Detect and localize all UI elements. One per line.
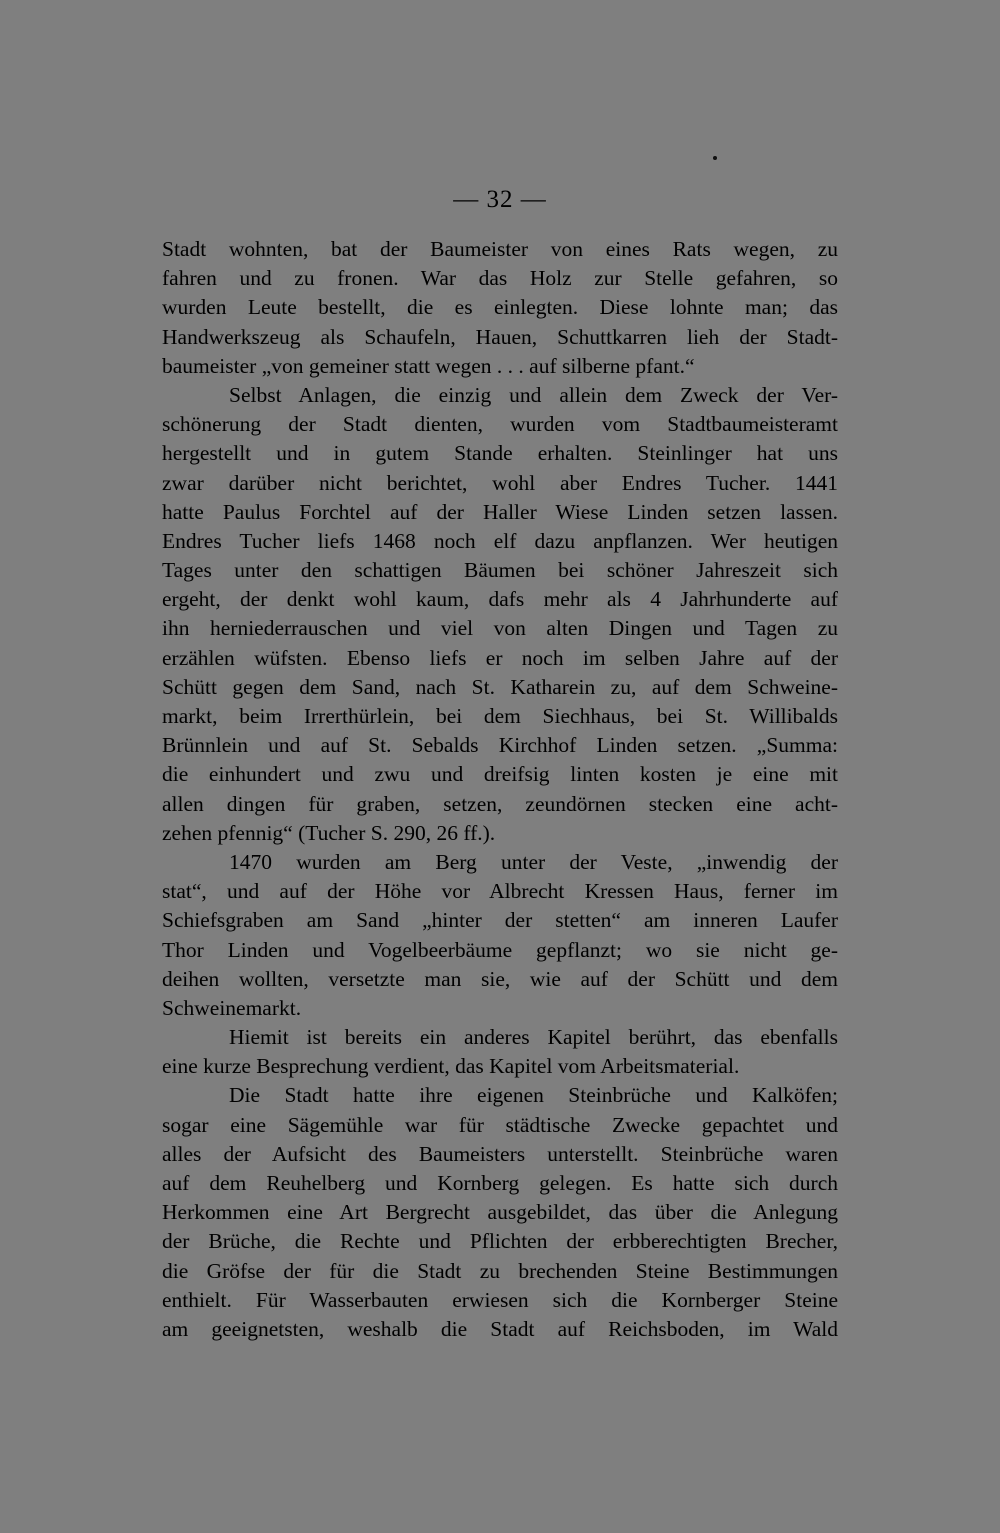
- text-line: Schweinemarkt.: [162, 995, 302, 1020]
- ink-speck: [713, 156, 717, 160]
- page-number: — 32 —: [453, 186, 547, 213]
- text-line: 1470 wurden am Berg unter der Veste, „inwendig der: [229, 849, 838, 874]
- text-line: deihen wollten, versetzte man sie, wie auf der Schütt und dem: [162, 966, 838, 991]
- text-line: sogar eine Sägemühle war für städtische Zwecke gepachtet und: [162, 1112, 838, 1137]
- text-line: zwar darüber nicht berichtet, wohl aber Endres Tucher. 1441: [162, 470, 838, 495]
- text-line: baumeister „von gemeiner statt wegen . . . auf silberne pfant.“: [162, 353, 695, 378]
- text-line: Schiefsgraben am Sand „hinter der stetten“ am inneren Laufer: [162, 908, 838, 933]
- text-line: Selbst Anlagen, die einzig und allein dem Zweck der Ver-: [229, 382, 838, 407]
- text-line: alles der Aufsicht des Baumeisters unterstellt. Steinbrüche waren: [162, 1141, 838, 1166]
- text-line: enthielt. Für Wasserbauten erwiesen sich die Kornberger Steine: [162, 1287, 838, 1312]
- text-line: am geeignetsten, weshalb die Stadt auf Reichsboden, im Wald: [162, 1316, 838, 1341]
- text-line: Herkommen eine Art Bergrecht ausgebildet, das über die Anlegung: [162, 1200, 838, 1225]
- text-line: wurden Leute bestellt, die es einlegten. Diese lohnte man; das: [162, 295, 838, 320]
- text-line: erzählen wüfsten. Ebenso liefs er noch im selben Jahre auf der: [162, 645, 838, 670]
- text-line: Brünnlein und auf St. Sebalds Kirchhof Linden setzen. „Summa:: [162, 733, 838, 758]
- text-line: hergestellt und in gutem Stande erhalten. Steinlinger hat uns: [162, 441, 838, 466]
- text-line: fahren und zu fronen. War das Holz zur Stelle gefahren, so: [162, 266, 838, 291]
- text-line: Schütt gegen dem Sand, nach St. Katharein zu, auf dem Schweine-: [162, 674, 838, 699]
- text-line: Tages unter den schattigen Bäumen bei schöner Jahreszeit sich: [162, 558, 838, 583]
- text-line: die Gröfse der für die Stadt zu brechenden Steine Bestimmungen: [162, 1258, 838, 1283]
- text-line: Hiemit ist bereits ein anderes Kapitel berührt, das ebenfalls: [229, 1025, 838, 1050]
- text-line: zehen pfennig“ (Tucher S. 290, 26 ff.).: [162, 820, 496, 845]
- text-line: allen dingen für graben, setzen, zeundörnen stecken eine acht-: [162, 791, 838, 816]
- body-text: [162, 235, 838, 1344]
- text-line: markt, beim Irrerthürlein, bei dem Siechhaus, bei St. Willibalds: [162, 704, 838, 728]
- text-line: ergeht, der denkt wohl kaum, dafs mehr als 4 Jahrhunderte auf: [162, 587, 838, 612]
- text-line: stat“, und auf der Höhe vor Albrecht Kressen Haus, ferner im: [162, 879, 838, 904]
- text-line: Endres Tucher liefs 1468 noch elf dazu anpflanzen. Wer heutigen: [162, 528, 838, 553]
- text-line: Thor Linden und Vogelbeerbäume gepflanzt; wo sie nicht ge-: [162, 937, 838, 962]
- text-line: schönerung der Stadt dienten, wurden vom Stadtbaumeisteramt: [162, 412, 838, 437]
- text-line: auf dem Reuhelberg und Kornberg gelegen. Es hatte sich durch: [162, 1171, 838, 1195]
- text-line: der Brüche, die Rechte und Pflichten der erbberechtigten Brecher,: [162, 1229, 838, 1254]
- text-line: die einhundert und zwu und dreifsig linten kosten je eine mit: [162, 762, 838, 787]
- text-line: eine kurze Besprechung verdient, das Kapitel vom Arbeitsmaterial.: [162, 1054, 740, 1079]
- text-line: Die Stadt hatte ihre eigenen Steinbrüche und Kalköfen;: [229, 1083, 838, 1108]
- text-line: Handwerkszeug als Schaufeln, Hauen, Schuttkarren lieh der Stadt-: [162, 324, 838, 349]
- text-line: Stadt wohnten, bat der Baumeister von eines Rats wegen, zu: [162, 237, 838, 261]
- text-line: hatte Paulus Forchtel auf der Haller Wiese Linden setzen lassen.: [162, 499, 838, 524]
- text-line: ihn herniederrauschen und viel von alten Dingen und Tagen zu: [162, 616, 838, 641]
